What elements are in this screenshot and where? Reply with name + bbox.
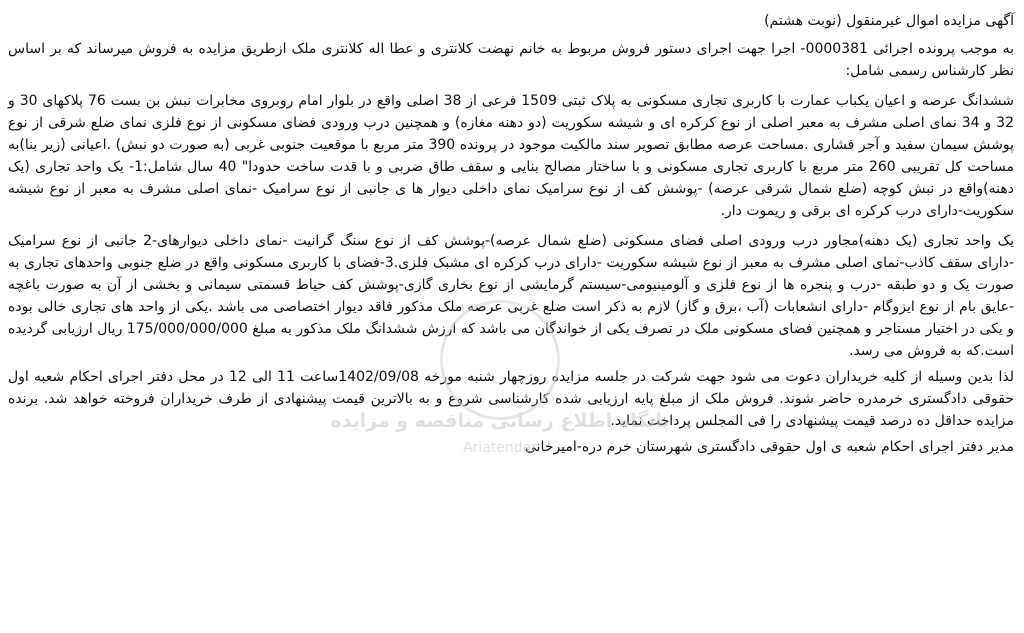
watermark-brand: Ariatender <box>462 440 538 456</box>
notice-title: آگهی مزایده اموال غیرمنقول (نوبت هشتم) <box>764 13 1014 29</box>
notice-intro: به موجب پرونده اجرائی 0000381- اجرا جهت اجرای دستور فروش مربوط به خانم نهضت کلانتری و عطا اله کلانتری ملک ازطریق مزایده به فروش میرساند که بر اساس نظر کارشناس رسمی شامل: <box>8 41 1014 79</box>
auction-invitation: لذا بدین وسیله از کلیه خریداران دعوت می شود جهت شرکت در جلسه مزایده روزچهار شنبه مورخه 1402/09/08ساعت 11 الی 12 در محل دفتر اجرای احکام شعبه اول حقوقی دادگستری خرمدره حاضر شوند. فروش ملک از مبلغ پایه ارزیابی شده کارشناسی شروع و به بالاترین قیمت پیشنهادی از طرف خریداران فروخته خواهد شد. برنده مزایده حداقل ده درصد قیمت پیشنهادی را فی المجلس پرداخت نماید. <box>8 369 1014 429</box>
property-description-part1: ششدانگ عرصه و اعیان یکباب عمارت با کاربری تجاری مسکونی به پلاک ثبتی 1509 فرعی از 38 اصلی واقع در بلوار امام روبروی مخابرات نبش بن بست 76 پلاکهای 30 و 32 و 34 نمای اصلی مشرف به معبر اصلی از نوع کرکره ای و شیشه سکوریت (دو دهنه مغازه) و همچنین درب ورودی فضای مسکونی از نوع فلزی نمای ضلع شرقی از نوع پوشش سیمان سفید و آجر فشاری .مساحت عرصه مطابق تصویر سند مالکیت موجود در پرونده 390 متر مربع با موقعیت جنوبی غربی (به صورت دو نبش) .اعیانی (زیر بنا)به مساحت کل تقریبی 260 متر مربع با کاربری تجاری مسکونی و با ساختار مصالح بنایی و سقف طاق ضربی و با قدت ساخت حدودا" 40 سال شامل:1- یک واحد تجاری (یک دهنه)واقع در نبش کوچه (ضلع شمال شرقی عرصه) -پوشش کف از نوع سرامیک نمای داخلی دیوار ها ی جانبی از نوع سرامیک -نمای اصلی مشرف به معبر از نوع شیشه سکوریت-دارای درب کرکره ای برقی و ریموت دار. <box>8 93 1014 219</box>
signature-line: مدیر دفتر اجرای احکام شعبه ی اول حقوقی دادگستری شهرستان خرم دره-امیرخانی <box>524 439 1014 455</box>
property-description-part2: یک واحد تجاری (یک دهنه)مجاور درب ورودی اصلی فضای مسکونی (ضلع شمال عرصه)-پوشش کف از نوع سنگ گرانیت -نمای داخلی دیوارهای-2 جانبی از نوع سرامیک -دارای سقف کاذب-نمای اصلی مشرف به معبر از نوع شیشه سکوریت -دارای درب کرکره ای مشبک فلزی.3-فضای با کاربری مسکونی واقع در ضلع جنوبی واحدهای تجاری به صورت یک و دو طبقه -درب و پنجره ها از نوع فلزی و آلومینیومی-سیستم گرمایشی از نوع بخاری گازی-پوشش کف حیاط قسمتی سیمانی و بخشی از آن به صورت باغچه -عایق بام از نوع ایزوگام -دارای انشعابات (آب ،برق و گاز) لازم به ذکر است ضلع غربی عرصه ملک مذکور فاقد دیوار اختصاصی می باشد .یکی از واحد های تجاری خالی بوده و یکی در اختیار مستاجر و همچنین فضای مسکونی ملک در تصرف یکی از خواندگان می باشد که ارزش ششدانگ ملک مذکور به مبلغ 175/000/000/000 ریال ارزیابی گردیده است.که به فروش می رسد. <box>8 233 1014 359</box>
watermark-text: پایگاه اطلاع رسانی مناقصه و مزایده <box>330 410 670 432</box>
